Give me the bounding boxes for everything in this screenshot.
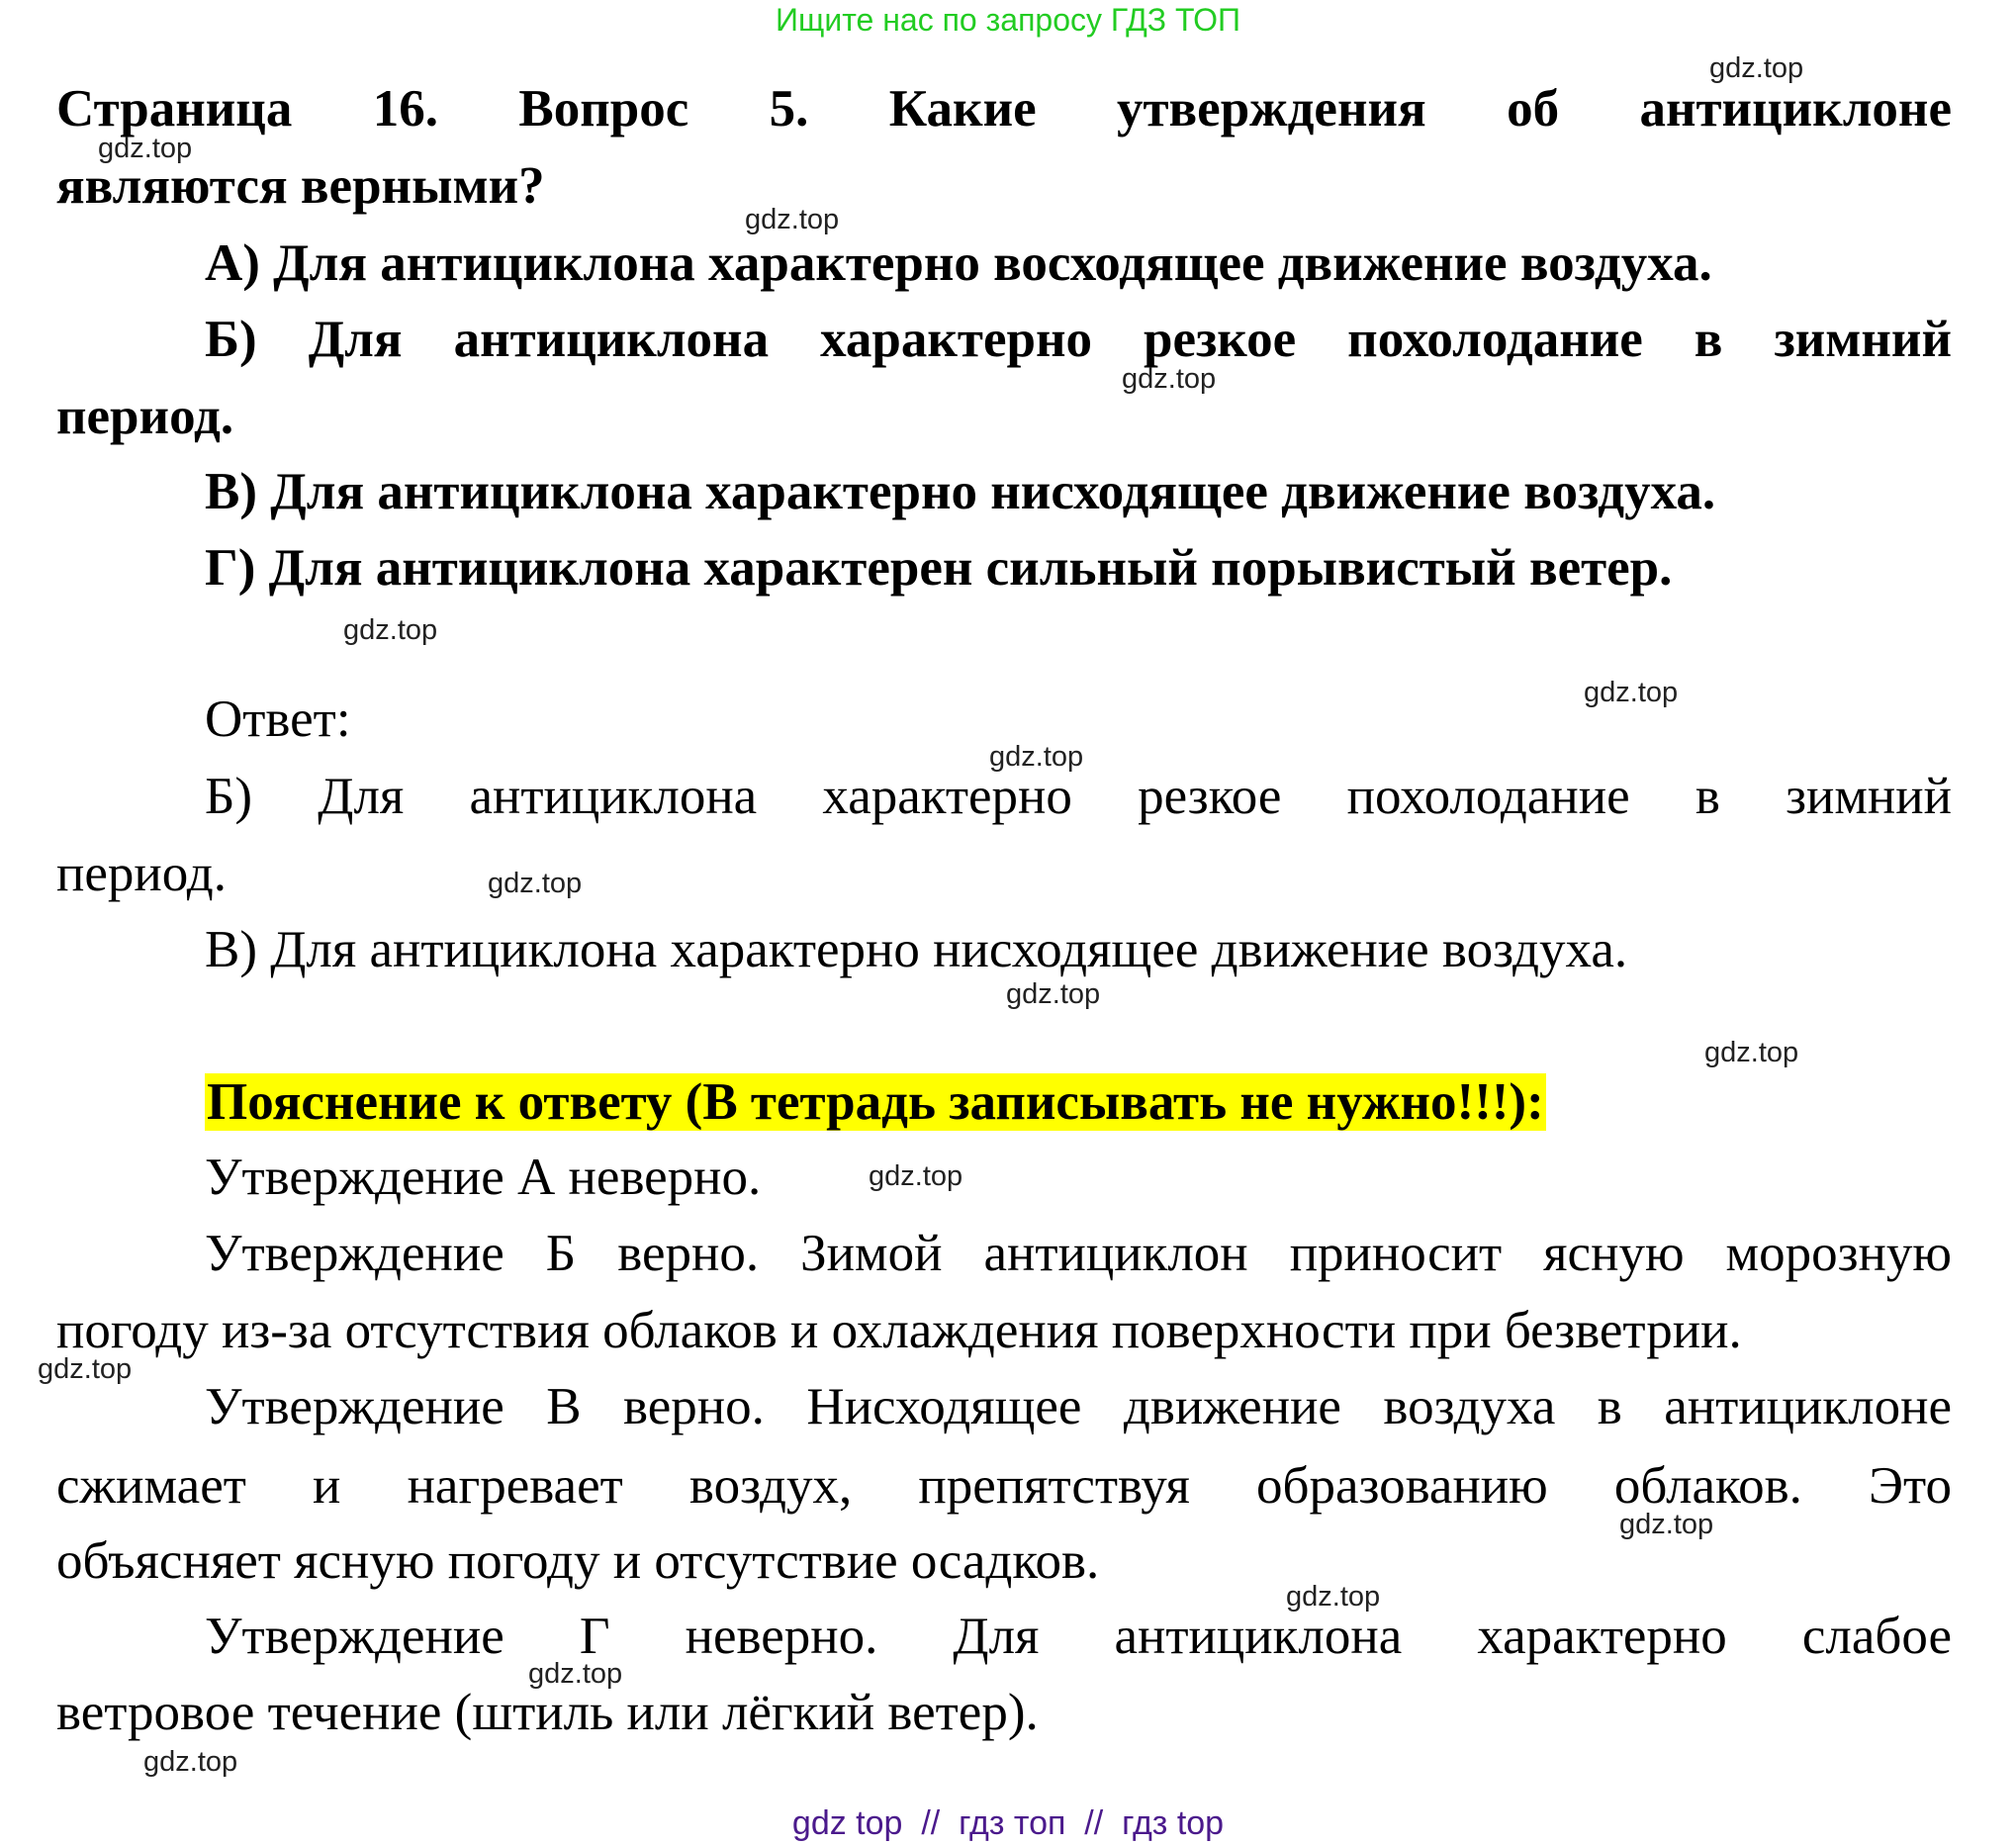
watermark: gdz.top [1286,1581,1381,1613]
watermark: gdz.top [745,204,840,235]
answer-v: В) Для антициклона характерно нисходящее движение воздуха. [205,921,1628,978]
explanation-g-line1: Утверждение Г неверно. Для антициклона характерно слабое [205,1608,1952,1665]
answer-b-line1: Б) Для антициклона характерно резкое похолодание в зимний [205,768,1952,825]
option-b-line2: период. [56,388,234,445]
watermark: gdz.top [1006,978,1101,1010]
explanation-a: Утверждение А неверно. [205,1149,762,1206]
watermark: gdz.top [528,1658,623,1690]
watermark: gdz.top [1122,363,1217,395]
explanation-heading [205,1073,1546,1131]
watermark: gdz.top [989,741,1084,773]
search-hint-banner: Ищите нас по запросу ГДЗ ТОП [776,2,1240,38]
explanation-b-line1: Утверждение Б верно. Зимой антициклон приносит ясную морозную [205,1225,1952,1282]
explanation-v-line3: объясняет ясную погоду и отсутствие осадков. [56,1532,1100,1590]
watermark: gdz.top [488,868,583,899]
answer-label: Ответ: [205,691,351,748]
watermark: gdz.top [1704,1037,1799,1068]
watermark: gdz.top [1709,52,1804,84]
answer-b-line2: период. [56,845,227,902]
explanation-g-line2: ветровое течение (штиль или лёгкий ветер). [56,1684,1039,1741]
option-a: А) Для антициклона характерно восходящее движение воздуха. [205,234,1712,292]
explanation-v-line2: сжимает и нагревает воздух, препятствуя образованию облаков. Это [56,1457,1952,1515]
watermark: gdz.top [143,1746,238,1778]
watermark: gdz.top [1584,677,1679,708]
watermark: gdz.top [1619,1509,1714,1540]
explanation-heading-highlight: Пояснение к ответу (В тетрадь записывать не нужно!!!): [207,1073,1544,1131]
explanation-v-line1: Утверждение В верно. Нисходящее движение воздуха в антициклоне [205,1378,1952,1435]
option-b-line1: Б) Для антициклона характерно резкое похолодание в зимний [205,311,1952,368]
question-title-line1: Страница 16. Вопрос 5. Какие утверждения об антициклоне [56,80,1952,138]
watermark: gdz.top [98,133,193,164]
option-g: Г) Для антициклона характерен сильный порывистый ветер. [205,539,1673,597]
footer-links: gdz top // гдз топ // гдз top [791,1804,1225,1842]
watermark: gdz.top [343,614,438,646]
watermark: gdz.top [38,1353,133,1385]
option-v: В) Для антициклона характерно нисходящее движение воздуха. [205,463,1716,520]
question-title-line2: являются верными? [56,157,545,215]
explanation-b-line2: погоду из-за отсутствия облаков и охлаждения поверхности при безветрии. [56,1302,1742,1359]
watermark: gdz.top [869,1160,963,1192]
